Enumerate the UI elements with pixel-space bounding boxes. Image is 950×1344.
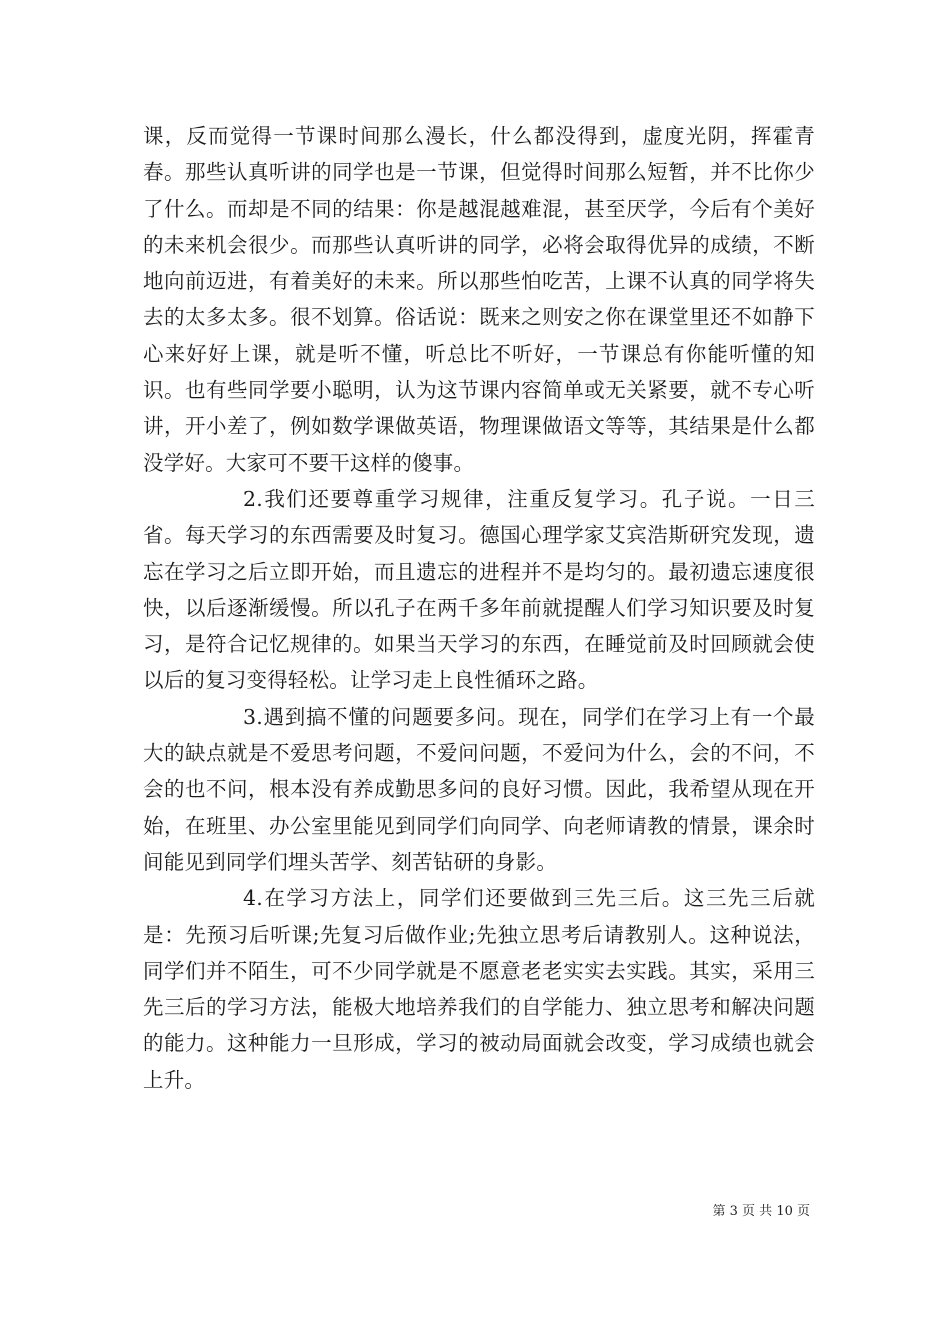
- page-number: 第 3 页 共 10 页: [712, 1204, 810, 1219]
- body-text: [143, 118, 815, 1098]
- paragraph-point-3: 3.遇到搞不懂的问题要多问。现在，同学们在学习上有一个最大的缺点就是不爱思考问题，不爱问问题，不爱问为什么，会的不问，不会的也不问，根本没有养成勤思多问的良好习惯。因此，我希望从现在开始，在班里、办公室里能见到同学们向同学、向老师请教的情景，课余时间能见到同学们埋头苦学、刻苦钻研的身影。: [143, 704, 815, 874]
- paragraph-continuation: 课，反而觉得一节课时间那么漫长，什么都没得到，虚度光阴，挥霍青春。那些认真听讲的同学也是一节课，但觉得时间那么短暂，并不比你少了什么。而却是不同的结果：你是越混越难混，甚至厌学，今后有个美好的未来机会很少。而那些认真听讲的同学，必将会取得优异的成绩，不断地向前迈进，有着美好的未来。所以那些怕吃苦，上课不认真的同学将失去的太多太多。很不划算。俗话说：既来之则安之你在课堂里还不如静下心来好好上课，就是听不懂，听总比不听好，一节课总有你能听懂的知识。也有些同学要小聪明，认为这节课内容简单或无关紧要，就不专心听讲，开小差了，例如数学课做英语，物理课做语文等等，其结果是什么都没学好。大家可不要干这样的傻事。: [143, 124, 815, 475]
- paragraph-point-4: 4.在学习方法上，同学们还要做到三先三后。这三先三后就是：先预习后听课;先复习后做作业;先独立思考后请教别人。这种说法，同学们并不陌生，可不少同学就是不愿意老老实实去实践。其实，采用三先三后的学习方法，能极大地培养我们的自学能力、独立思考和解决问题的能力。这种能力一旦形成，学习的被动局面就会改变，学习成绩也就会上升。: [143, 886, 815, 1092]
- paragraph-point-2: 2.我们还要尊重学习规律，注重反复学习。孔子说。一日三省。每天学习的东西需要及时复习。德国心理学家艾宾浩斯研究发现，遗忘在学习之后立即开始，而且遗忘的进程并不是均匀的。最初遗忘速度很快，以后逐渐缓慢。所以孔子在两千多年前就提醒人们学习知识要及时复习，是符合记忆规律的。如果当天学习的东西，在睡觉前及时回顾就会使以后的复习变得轻松。让学习走上良性循环之路。: [143, 486, 815, 693]
